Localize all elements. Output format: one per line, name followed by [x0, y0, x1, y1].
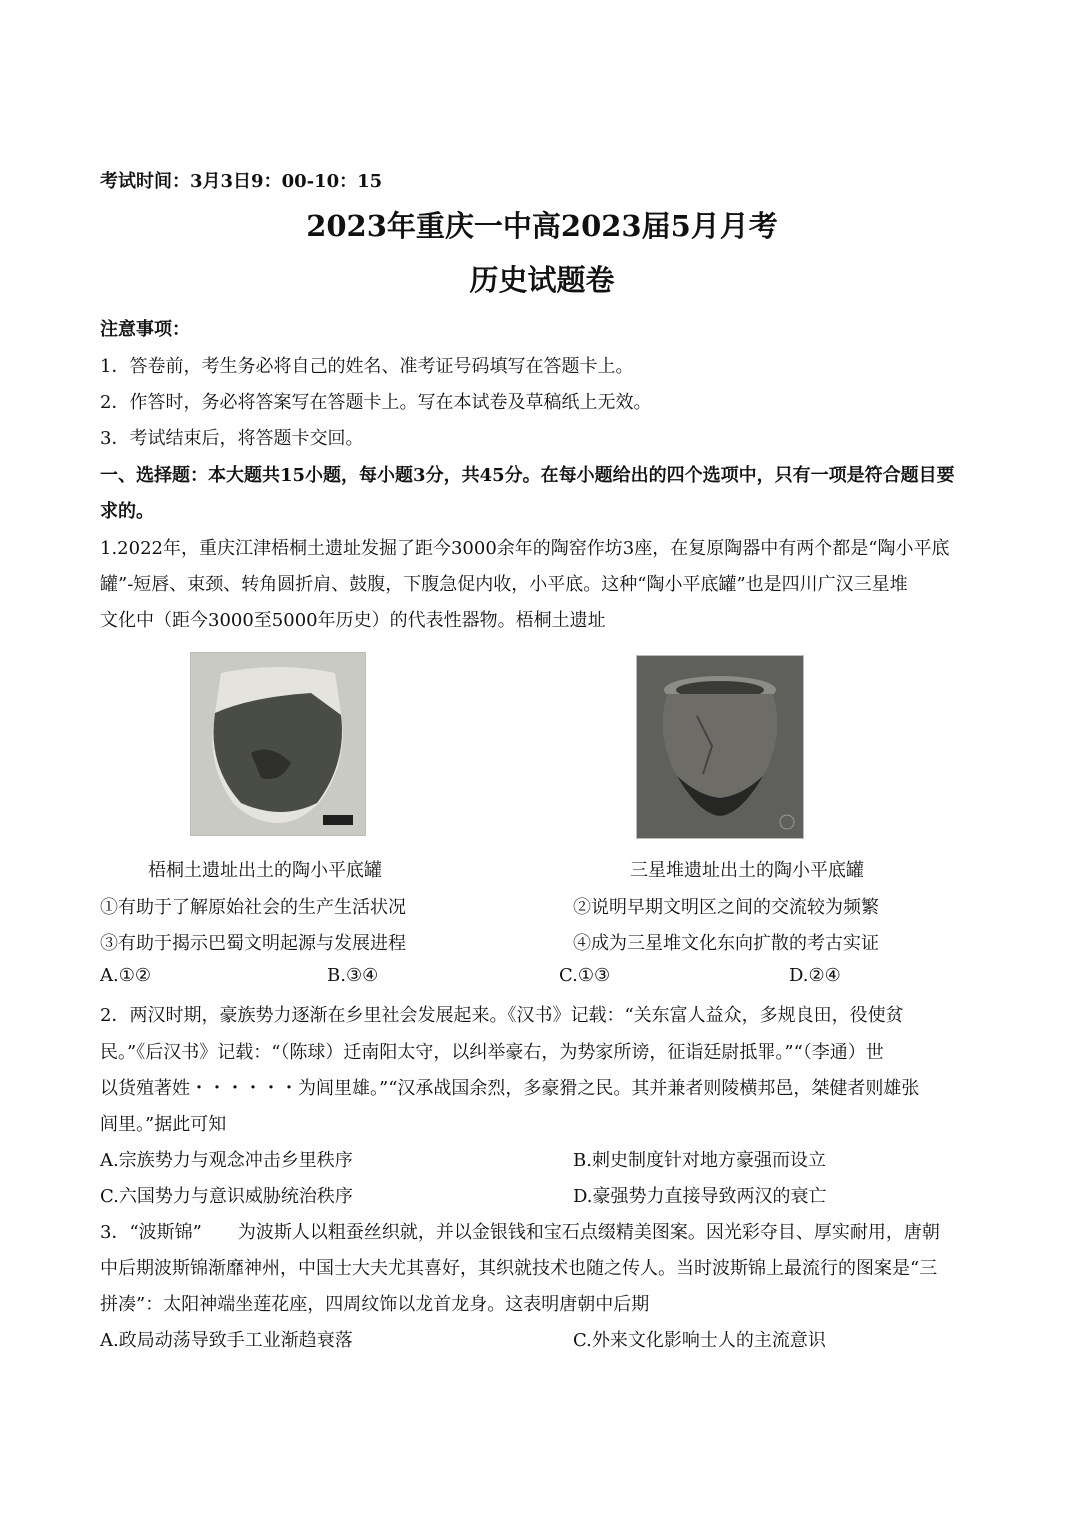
q1-caption-left: 梧桐土遗址出土的陶小平底罐: [148, 860, 382, 881]
notice-item: 2．作答时，务必将答案写在答题卡上。写在本试卷及草稿纸上无效。: [100, 392, 652, 413]
exam-time: 考试时间：3月3日9：00-10：15: [100, 171, 383, 192]
q3-option-a: A.政局动荡导致手工业渐趋衰落: [100, 1330, 353, 1351]
q1-stem-line: 罐”-短唇、束颈、转角圆折肩、鼓腹，下腹急促内收，小平底。这种“陶小平底罐”也是四川广汉三星堆: [100, 574, 908, 595]
q1-option-b: B.③④: [327, 965, 379, 986]
q3-stem-line: 3．“波斯锦” 为波斯人以粗蚕丝织就，并以金银钱和宝石点缀精美图案。因光彩夺目、厚实耐用，唐朝: [100, 1222, 940, 1243]
sanxingdui-pot-photo: [636, 655, 804, 839]
q3-stem-line: 拼凑”：太阳神端坐莲花座，四周纹饰以龙首龙身。这表明唐朝中后期: [100, 1294, 650, 1315]
q2-option-a: A.宗族势力与观念冲击乡里秩序: [100, 1150, 353, 1171]
wutongtu-pot-photo: [190, 652, 366, 836]
q2-option-d: D.豪强势力直接导致两汉的衰亡: [573, 1186, 827, 1207]
q3-stem-line: 中后期波斯锦渐靡神州，中国士大夫尤其喜好，其织就技术也随之传人。当时波斯锦上最流行的图案是“三: [100, 1258, 938, 1279]
q2-stem-line: 以货殖著姓・・・・・・为闾里雄。”“汉承战国余烈，多豪猾之民。其并兼者则陵横邦邑，桀健者则雄张: [100, 1078, 920, 1099]
q1-option-c: C.①③: [559, 965, 611, 986]
notice-item: 1．答卷前，考生务必将自己的姓名、准考证号码填写在答题卡上。: [100, 356, 634, 377]
q1-option-d: D.②④: [789, 965, 841, 986]
section-intro: 一、选择题：本大题共15小题，每小题3分，共45分。在每小题给出的四个选项中，只有一项是符合题目要: [100, 465, 955, 486]
q1-statement: ①有助于了解原始社会的生产生活状况: [100, 897, 406, 918]
q3-option-c: C.外来文化影响士人的主流意识: [573, 1330, 826, 1351]
notice-heading: 注意事项：: [100, 319, 190, 340]
q1-statement: ③有助于揭示巴蜀文明起源与发展进程: [100, 933, 406, 954]
q2-stem-line: 2．两汉时期，豪族势力逐渐在乡里社会发展起来。《汉书》记载：“关东富人益众，多规良田，役使贫: [100, 1005, 904, 1026]
q1-stem-line: 文化中（距今3000至5000年历史）的代表性器物。梧桐土遗址: [100, 610, 606, 631]
q2-stem-line: 闾里。”据此可知: [100, 1114, 227, 1135]
q1-stem-line: 1.2022年，重庆江津梧桐土遗址发掘了距今3000余年的陶窑作坊3座，在复原陶器中有两个都是“陶小平底: [100, 538, 950, 559]
q1-statement: ②说明早期文明区之间的交流较为频繁: [573, 897, 879, 918]
q1-option-a: A.①②: [100, 965, 151, 986]
section-intro-cont: 求的。: [100, 501, 154, 522]
q2-option-c: C.六国势力与意识威胁统治秩序: [100, 1186, 353, 1207]
q1-statement: ④成为三星堆文化东向扩散的考古实证: [573, 933, 879, 954]
q2-stem-line: 民。”《后汉书》记载：“（陈球）迁南阳太守，以纠举豪右，为势家所谤，征诣廷尉抵罪。”“（李通）世: [100, 1042, 884, 1063]
notice-item: 3．考试结束后，将答题卡交回。: [100, 428, 364, 449]
exam-subtitle: 历史试题卷: [469, 263, 615, 297]
q2-option-b: B.刺史制度针对地方豪强而设立: [573, 1150, 826, 1171]
q1-caption-right: 三星堆遗址出土的陶小平底罐: [630, 860, 864, 881]
exam-title: 2023年重庆一中高2023届5月月考: [306, 209, 778, 243]
